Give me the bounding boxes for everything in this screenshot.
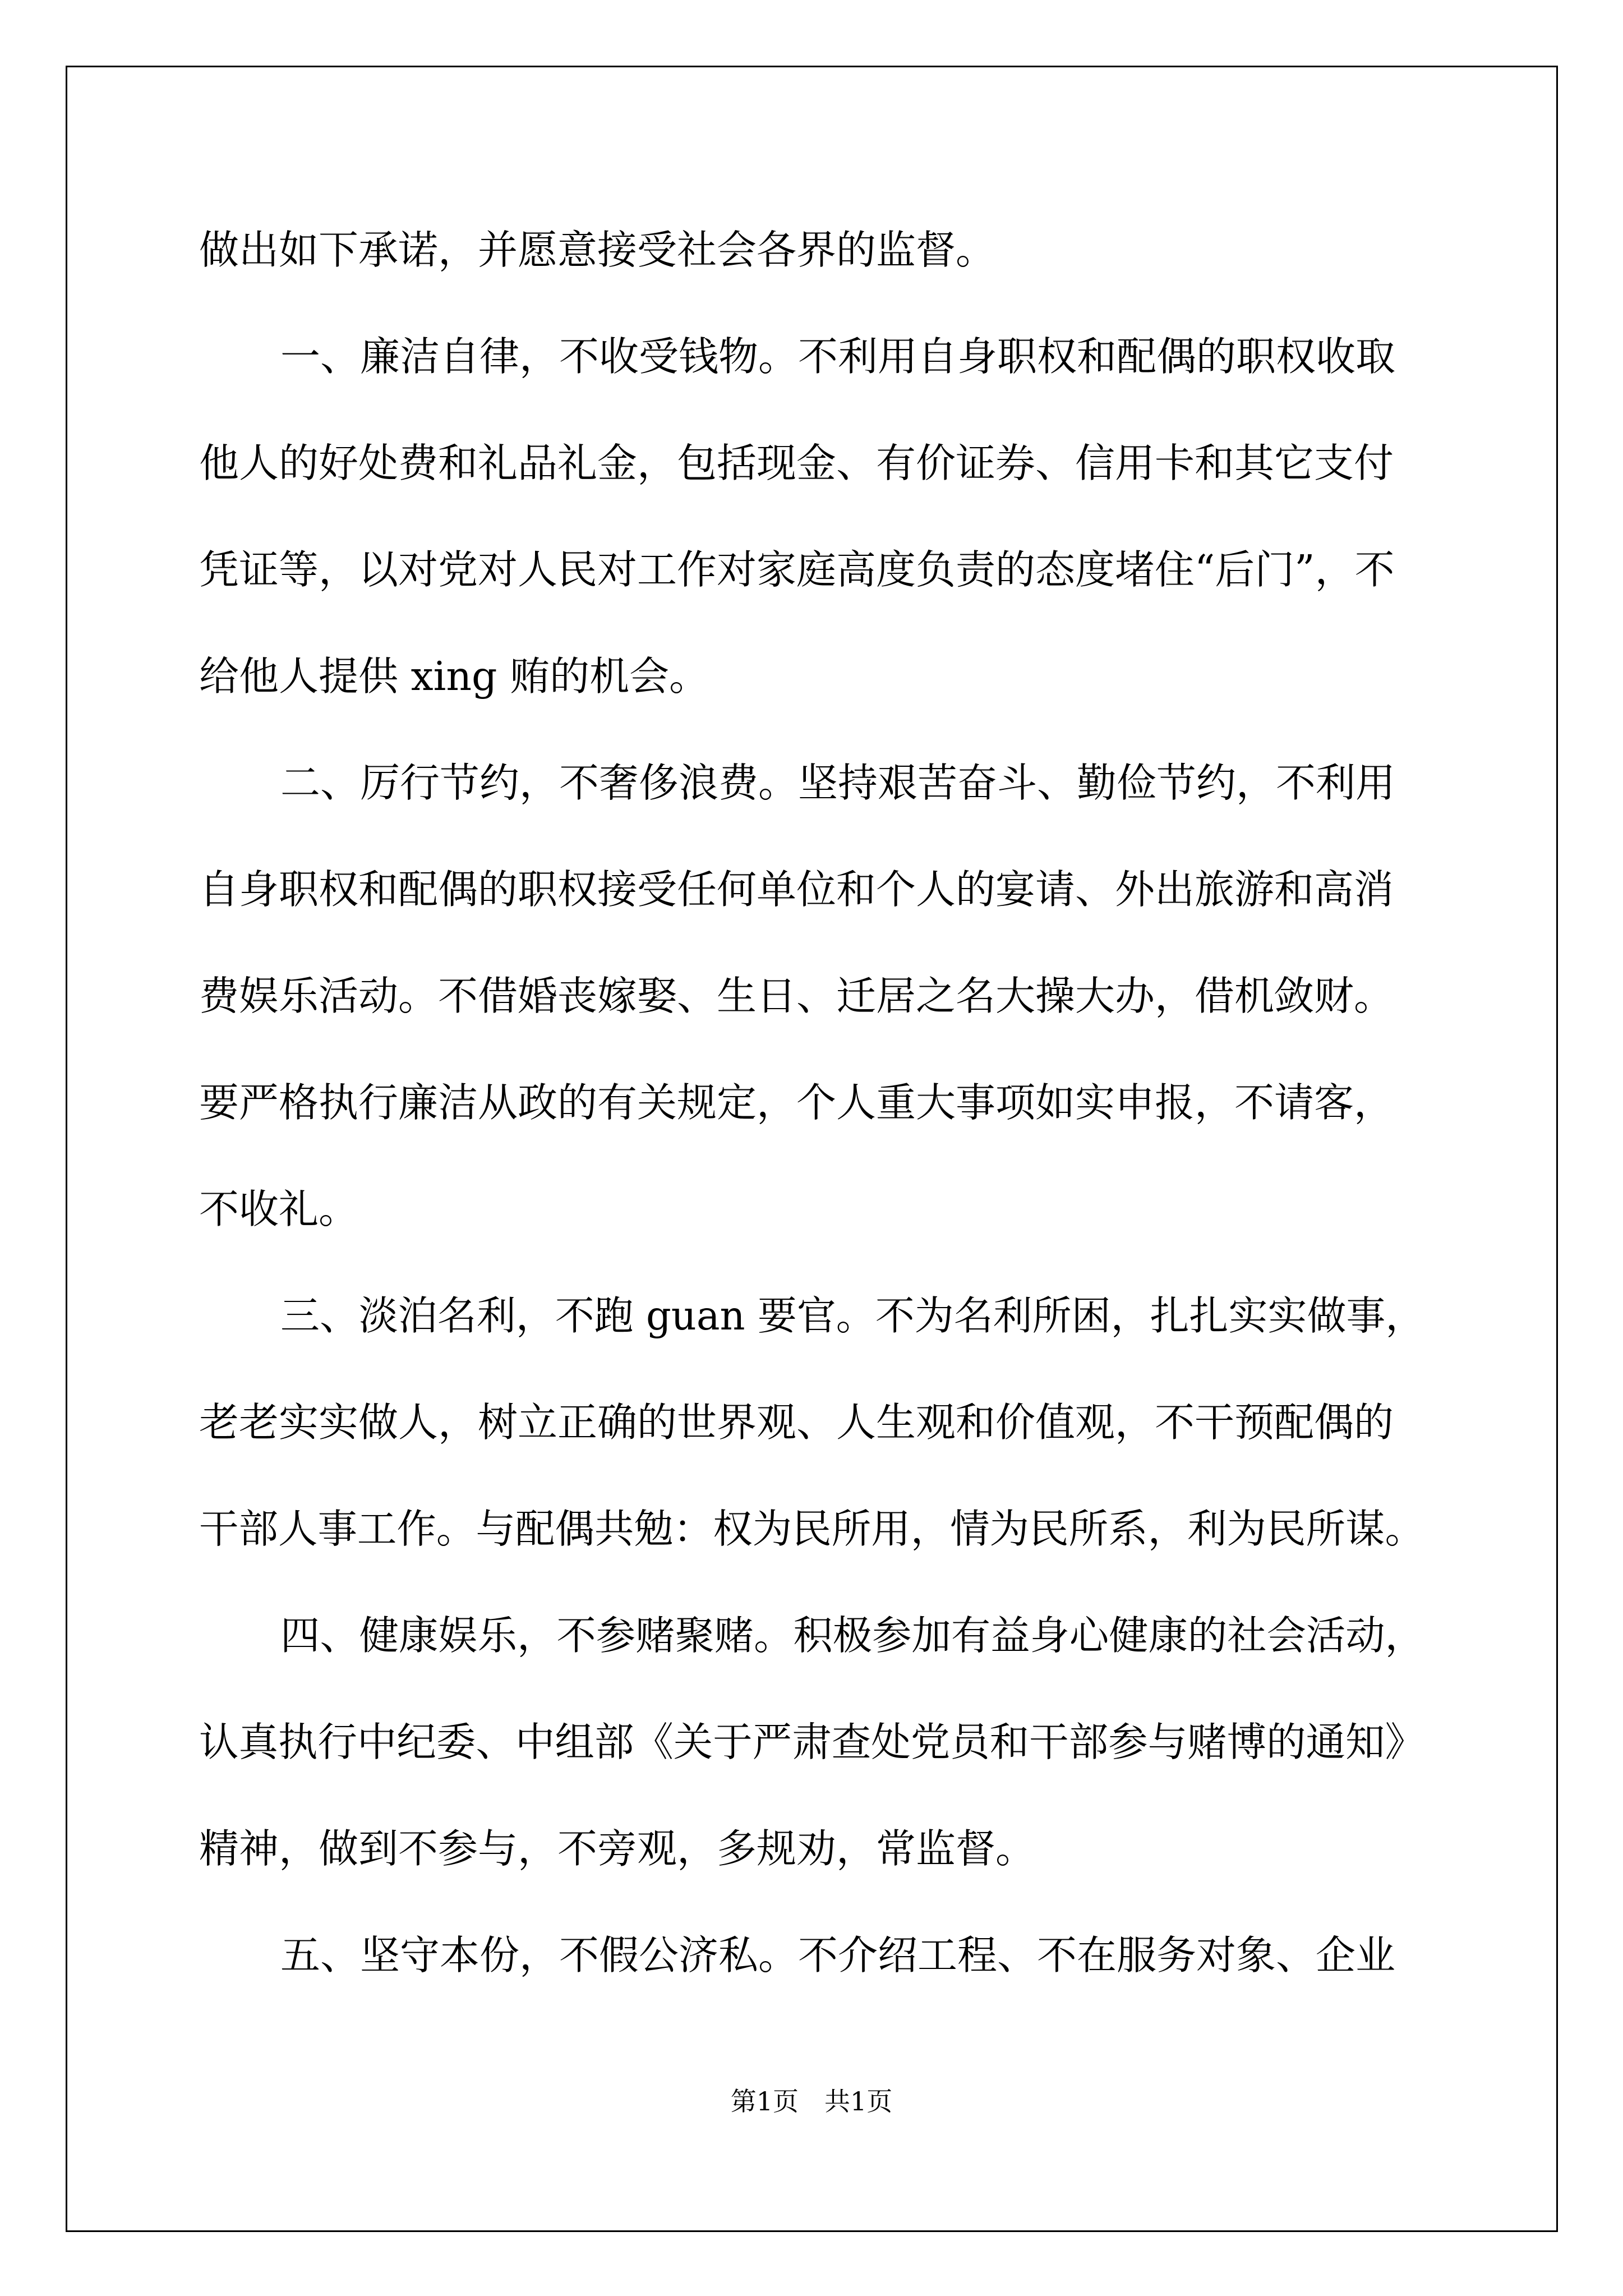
text-line: 自身职权和配偶的职权接受任何单位和个人的宴请、外出旅游和高消 (199, 866, 1394, 913)
paragraph-3-start: 三、淡泊名利，不跑 guan 要官。不为名利所困，扎扎实实做事， (280, 1292, 1425, 1339)
text-line: 费娱乐活动。不借婚丧嫁娶、生日、迁居之名大操大办，借机敛财。 (199, 973, 1394, 1019)
text-line: 干部人事工作。与配偶共勉：权为民所用，情为民所系，利为民所谋。 (199, 1506, 1425, 1552)
paragraph-1-start: 一、廉洁自律，不收受钱物。不利用自身职权和配偶的职权收取 (280, 333, 1396, 380)
text-line: 凭证等，以对党对人民对工作对家庭高度负责的态度堵住“后门”，不 (199, 546, 1395, 593)
text-line: 精神，做到不参与，不旁观，多规劝，常监督。 (199, 1825, 1036, 1872)
paragraph-2-start: 二、厉行节约，不奢侈浪费。坚持艰苦奋斗、勤俭节约，不利用 (280, 760, 1396, 806)
text-line: 要严格执行廉洁从政的有关规定，个人重大事项如实申报，不请客， (199, 1079, 1394, 1126)
text-line: 认真执行中纪委、中组部《关于严肃查处党员和干部参与赌博的通知》 (199, 1719, 1425, 1765)
text-line: 给他人提供 xing 贿的机会。 (199, 653, 709, 700)
text-line: 他人的好处费和礼品礼金，包括现金、有价证券、信用卡和其它支付 (199, 440, 1394, 486)
text-line: 老老实实做人，树立正确的世界观、人生观和价值观，不干预配偶的 (199, 1399, 1394, 1446)
paragraph-5-start: 五、坚守本份，不假公济私。不介绍工程、不在服务对象、企业 (280, 1932, 1396, 1978)
paragraph-4-start: 四、健康娱乐，不参赌聚赌。积极参加有益身心健康的社会活动， (280, 1612, 1425, 1659)
page-border (66, 66, 1558, 2232)
text-line: 不收礼。 (199, 1186, 359, 1232)
page-number-footer: 第1页 共1页 (730, 2086, 893, 2116)
text-line: 做出如下承诺，并愿意接受社会各界的监督。 (199, 227, 996, 273)
